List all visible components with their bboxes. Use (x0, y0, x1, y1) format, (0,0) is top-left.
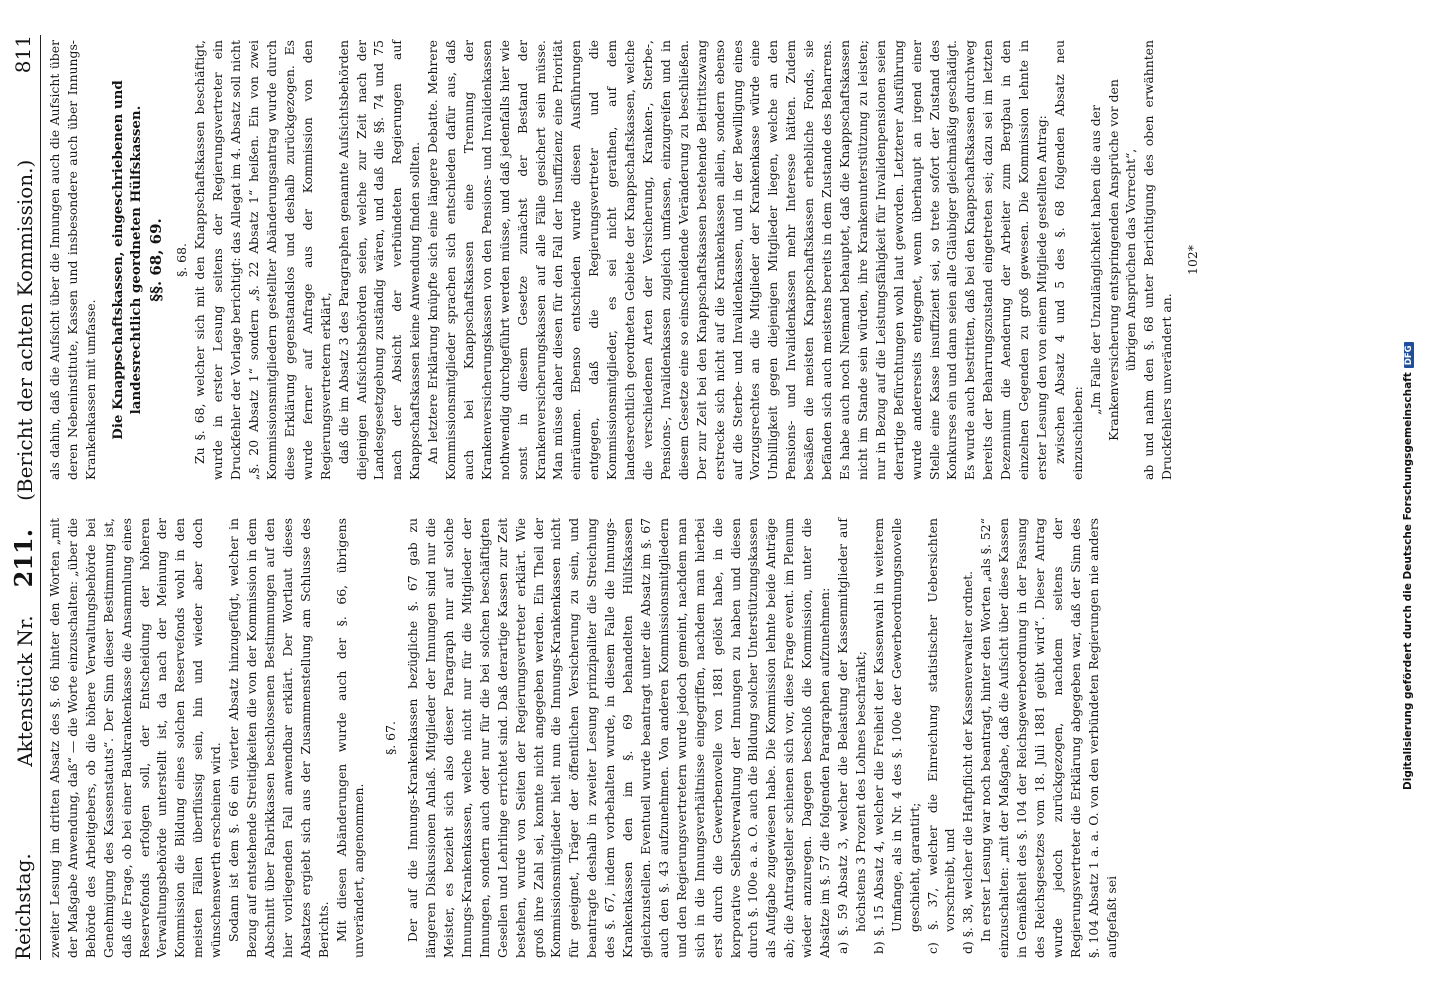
body-paragraph: zwischen Absatz 4 und 5 des §. 68 folgenden Absatz neu einzuschieben: (1051, 40, 1085, 480)
page-header (6, 35, 41, 960)
header-middle (9, 160, 38, 767)
right-column (46, 40, 1201, 480)
body-paragraph: Der auf die Innungs-Krankenkassen bezügliche §. 67 gab zu längeren Diskussionen Anlaß. Mitglieder der Innungen sind nur die Meister, es bezieht sich also dieser Paragraph nur auf solche Innungs-Krankenkassen, welche nicht nur für die Mitglieder der Innungen, sondern auch oder nur für die bei solchen beschäftigten Gesellen und Lehrlinge errichtet sind. Daß derartige Kassen zur Zeit bestehen, wurde von Seiten der Regierungsvertreter erklärt. Wie groß ihre Zahl sei, konnte nicht angegeben werden. Ein Theil der Kommissionsmitglieder hielt nun die Innungs-Krankenkassen nicht für geeignet, Träger der öffentlichen Versicherung zu sein, und beantragte deshalb in zweiter Lesung prinzipaliter die Streichung des §. 67, indem vorbehalten wurde, in diesem Falle die Innungs-Krankenkassen den im §. 69 behandelten Hülfskassen gleichzustellen. Eventuell wurde beantragt unter die Absatz im §. 67 auch den §. 43 aufzunehmen. Von anderen Kommissionsmitgliedern und den Regierungsvertretern wurde jedoch gemeint, nachdem man sich in die Innungsverhältnisse eingegriffen, nachdem man hierbei erst durch die Gewerbenovelle von 1881 gelöst habe, in die korporative Selbstverwaltung der Innungen zu haben und diesen durch §. 100e a. a. O. auch die Bildung solcher Unterstützungskassen als Aufgabe zugewiesen habe. Die Kommission lehnte beide Anträge ab; die Antragsteller schienen sich vor, diese Frage event. im Plenum wieder anzuregen. Dagegen beschloß die Kommission, unter die Absätze im §. 57 die folgenden Paragraphen aufzunehmen: (405, 518, 833, 958)
body-paragraph: daß die im Absatz 3 des Paragraphen genannte Aufsichtsbehörden diejenigen Aufsichtsbehörden seien, welche zur Zeit nach der Landesgesetzgebung zuständig wären, und daß die §§. 74 und 75 nach der Absicht der verbündeten Regierungen auf Knappschaftskassen keine Anwendung finden sollten. (335, 40, 423, 480)
header-document-number: 211. (8, 528, 38, 588)
body-paragraph: ab und nahm den §. 68 unter Berichtigung des oben erwähnten Druckfehlers unverändert an. (1141, 40, 1175, 480)
section-heading-67: §. 67. (383, 721, 399, 755)
body-paragraph: In erster Lesung war noch beantragt, hinter den Worten „als §. 52“ einzuschalten: „mit der Maßgabe, daß die Aufsicht über diese Kassen in Gemäßheit des §. 104 der Reichsgewerbeordnung in der Fassung des Reichsgesetzes vom 18. Juli 1881 geübt wird“. Dieser Antrag wurde jedoch zurückgezogen, nachdem seitens der Regierungsvertreter die Erklärung abgegeben war, daß der Sinn des §. 104 Absatz 1 a. a. O. von den verbündeten Regierungen nie anders aufgefaßt sei (978, 518, 1119, 958)
list-item: c) §. 37, welcher die Einreichung statistischer Uebersichten vorschreibt, und (924, 518, 958, 954)
page-number: 811 (11, 35, 35, 74)
printer-signature: 102* (1185, 245, 1201, 275)
list-item: b) §. 15 Absatz 4, welcher die Freiheit der Kassenwahl in weiterem Umfange, als in Nr. 4 des §. 100e der Gewerbeordnungsnovelle geschieht, garantirt; (870, 518, 922, 954)
credit-text-line (1402, 30, 1414, 790)
body-paragraph: An letztere Erklärung knüpfte sich eine längere Debatte. Mehrere Kommissionsmitglieder sprachen sich entschieden dafür aus, daß auch bei Knappschaftskassen eine Trennung der Krankenversicherungskassen von den Pensions- und Invalidenkassen nothwendig durchgeführt werden müsse, und daß jedenfalls hier wie sonst in diesem Gesetze zunächst der Bestand der Krankenversicherungskassen auf alle Fälle gesichert sein müsse. Man müsse daher diesen für den Fall der Insuffizienz eine Priorität einräumen. Ebenso entschieden wurde diesen Ausführungen entgegen, daß die Regierungsvertreter und die Kommissionsmitglieder, es sei nicht gerathen, auf dem landesrechtlich geordneten Gebiete der Knappschaftskassen, welche die verschiedenen Arten der Versicherung, Kranken-, Sterbe-, Pensions-, Invalidenkassen zugleich umfassen, einzugreifen und in diesem Gesetze eine so einschneidende Veränderung zu beschließen. Der zur Zeit bei den Knappschaftskassen bestehende Beitrittszwang erstrecke sich nicht auf die Krankenkassen allein, sondern ebenso auf die Sterbe- und Invalidenkassen, und in der Bewilligung eines Vorzugsrechtes an die Mitglieder der Krankenkasse würde eine Unbilligkeit gegen diejenigen Mitglieder liegen, welche an den Pensions- und Invalidenkassen mehr Interesse hätten. Zudem besäßen die meisten Knappschaftskassen erhebliche Fonds, sie befänden sich auch meistens bereits in dem Zustande des Beharrens. Es habe auch noch Niemand behauptet, daß die Knappschaftskassen nicht im Stande sein würden, ihre Krankenunterstützung zu leisten; nur in Bezug auf die Leistungsfähigkeit für Invalidenpensionen seien derartige Befürchtungen wohl laut geworden. Letzterer Ausführung wurde andererseits entgegnet, wenn überhaupt an irgend einer Stelle eine Kasse insuffizient sei, so trete sofort der Zustand des Konkurses ein und dann seien alle Gläubiger gleichmäßig geschädigt. Es wurde auch bestritten, daß bei den Knappschaftskassen durchweg bereits der Beharrungszustand eingetreten sei; dazu sei im letzten Dezennium die Aenderung der Arbeiter zum Bergbau in den einzelnen Gegenden zu groß gewesen. Die Kommission lehnte in erster Lesung den von einem Mitgliede gestellten Antrag: (425, 40, 1049, 480)
header-document-suffix: (Bericht der achten Kommission.) (12, 159, 37, 501)
paragraph-range-heading: §§. 68, 69. (146, 218, 165, 302)
digitization-credit (1402, 30, 1424, 790)
body-paragraph: zweiter Lesung im dritten Absatz des §. 66 hinter den Worten „mit der Maßgabe Anwendung, daß“ — die Worte einzuschalten: „über die Behörde des Arbeitgebers, ob die höhere Verwaltungsbehörde bei Genehmigung des Kassenstatuts“. Der Sinn dieser Bestimmung ist, daß die Frage, ob bei einer Baukrankenkasse die Ansammlung eines Reservefonds erfolgen soll, der Entscheidung der höheren Verwaltungsbehörde unterstellt ist, da nach der Meinung der Kommission die Bildung eines solchen Reservefonds wohl in den meisten Fällen überflüssig sein, hin und wieder aber doch wünschenswerth erscheinen wird. (47, 518, 224, 958)
body-paragraph: Mit diesen Abänderungen wurde auch der §. 66, übrigens unverändert, angenommen. (333, 518, 367, 958)
left-column (46, 518, 1119, 958)
body-paragraph: als dahin, daß die Aufsicht über die Innungen auch die Aufsicht über deren Nebeninstitute, Kassen und insbesondere auch über Innungs-Krankenkassen mit umfasse. (47, 40, 98, 480)
quoted-motion: „Im Falle der Unzulänglichkeit haben die aus der Krankenversicherung entspringenden Ansprüche vor den übrigen Ansprüchen das Vorrecht“, (1087, 79, 1139, 441)
header-left: Reichstag. (11, 853, 35, 960)
amendment-list (834, 518, 977, 958)
credit-text: Digitalisierung gefördert durch die Deutsche Forschungsgemeinschaft (1402, 372, 1414, 790)
dfg-logo: DFG (1404, 342, 1414, 368)
list-item: a) §. 59 Absatz 3, welcher die Belastung der Kassenmitglieder auf höchstens 3 Prozent des Lohnes beschränkt; (834, 518, 868, 954)
header-document-prefix: Aktenstück Nr. (12, 615, 37, 767)
list-item: d) §. 38, welcher die Haftpflicht der Kassenverwalter ordnet. (960, 570, 976, 954)
section-heading-68: §. 68. (174, 243, 190, 277)
body-paragraph: Sodann ist dem §. 66 ein vierter Absatz hinzugefügt, welcher in Bezug auf entstehende Streitigkeiten die von der Kommission in dem Abschnitt über Fabrikkassen beschlossenen Bestimmungen auf den hier vorliegenden Fall anwendbar erklärt. Der Wortlaut dieses Absatzes ergiebt sich aus der Zusammenstellung am Schlusse des Berichts. (226, 518, 331, 958)
chapter-heading: Die Knappschaftskassen, eingeschriebenen und landesrechtlich geordneten Hülfskassen. (109, 80, 144, 440)
body-paragraph: Zu §. 68, welcher sich mit den Knappschaftskassen beschäftigt, wurde in erster Lesung seitens der Regierungsvertreter ein Druckfehler der Vorlage berichtigt: das Allegat im 4. Absatz soll nicht „§. 20 Absatz 1“ sondern „§. 22 Absatz 1“ heißen. Ein von zwei Kommissionsmitgliedern gestellter Abänderungsantrag wurde durch diese Erklärung gegenstandslos und deshalb zurückgezogen. Es wurde ferner auf Anfrage aus der Kommission von den Regierungsvertretern erklärt, (192, 40, 333, 480)
